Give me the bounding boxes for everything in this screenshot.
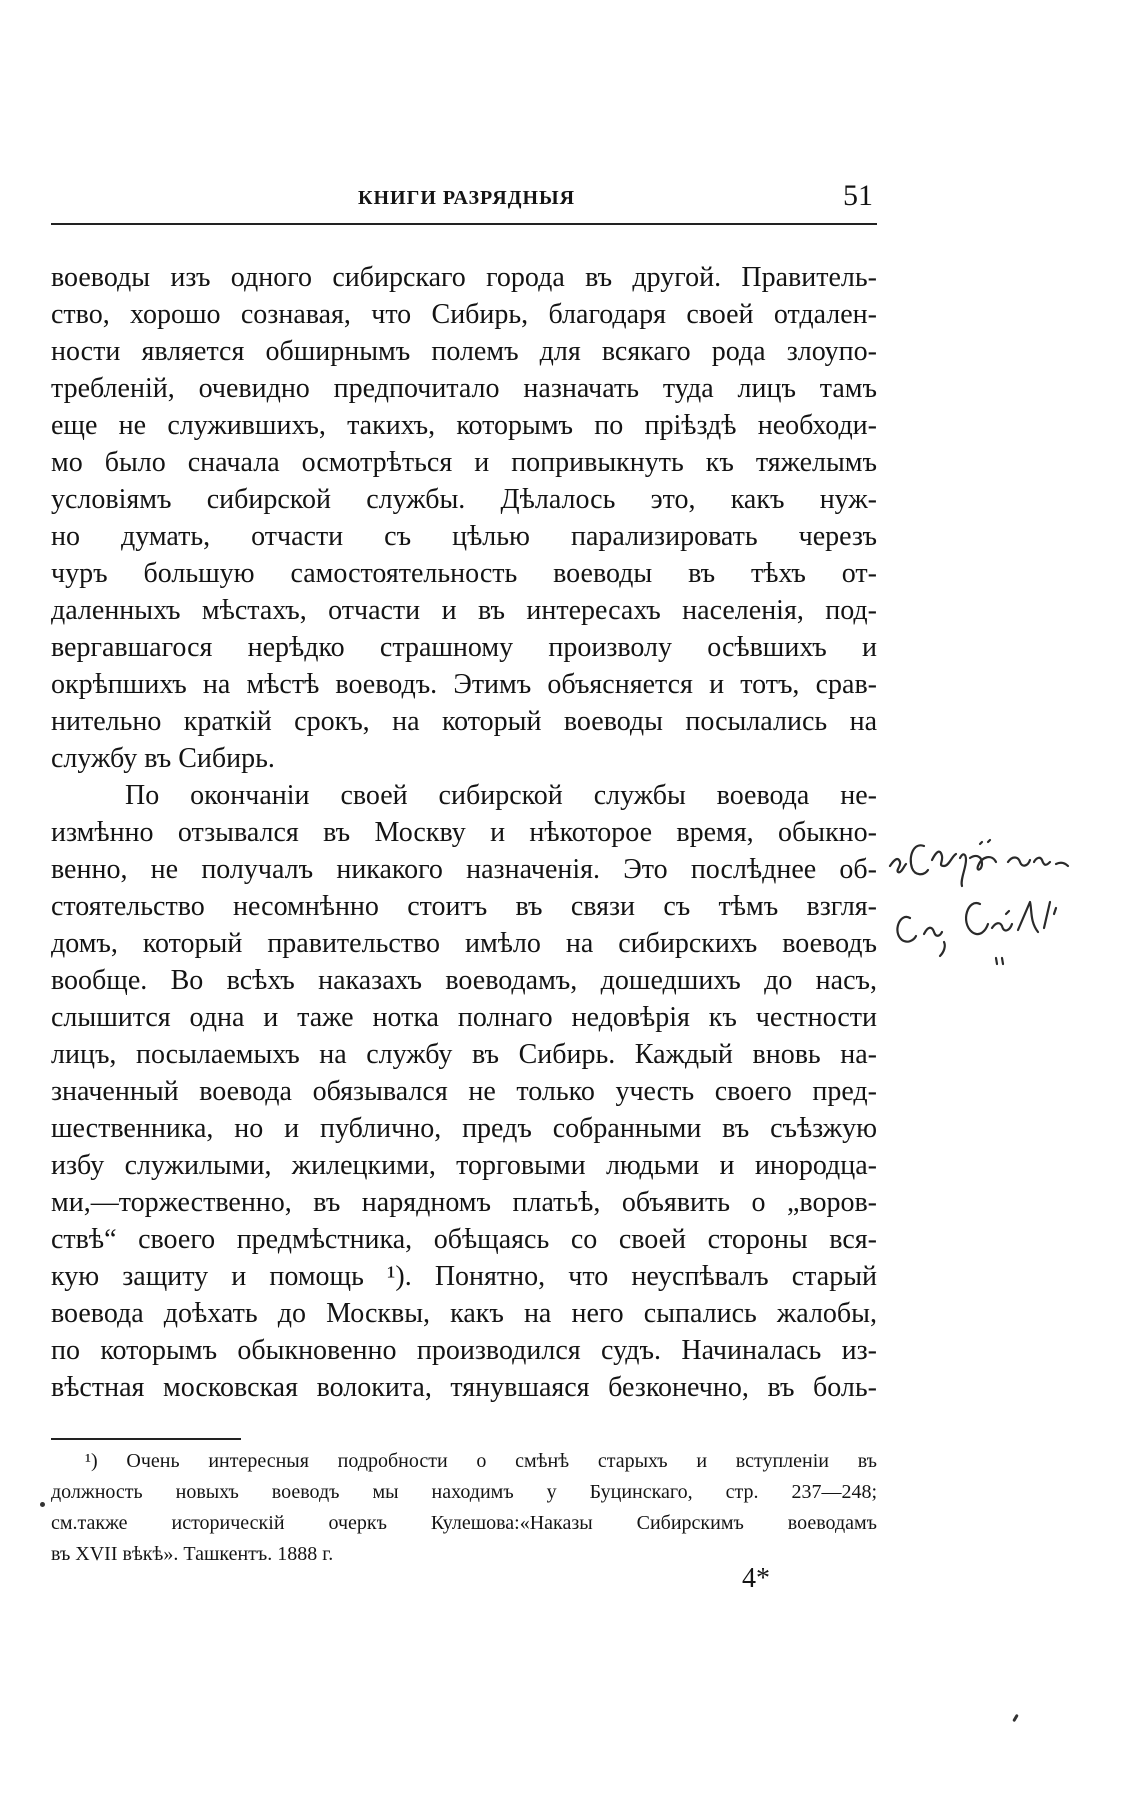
running-head [51,179,877,225]
text-line: требленій, очевидно предпочитало назначать туда лицъ тамъ [51,373,877,404]
footnote [51,1446,877,1570]
text-line: ствѣ“ своего предмѣстника, обѣщаясь со своей стороны вся- [51,1224,877,1255]
text-line: вергавшагося нерѣдко страшному произволу осѣвшихъ и [51,632,877,663]
text-line: вообще. Во всѣхъ наказахъ воеводамъ, дошедшихъ до насъ, [51,965,877,996]
text-line: вѣстная московская волокита, тянувшаяся безконечно, въ боль- [51,1372,877,1403]
footnote-line: ¹) Очень интересныя подробности о смѣнѣ старыхъ и вступленіи въ [85,1450,877,1472]
text-line: нительно краткій срокъ, на который воеводы посылались на [51,706,877,737]
handwritten-margin-note-icon [884,818,1124,978]
text-line: значенный воевода обязывался не только учесть своего пред- [51,1076,877,1107]
footnote-rule [51,1438,241,1440]
printer-signature-mark: 4* [742,1563,770,1594]
footnote-line: см.также историческій очеркъ Кулешова:«Наказы Сибирскимъ воеводамъ [51,1512,877,1534]
ink-speck [1012,1714,1019,1722]
text-line: стоятельство несомнѣнно стоитъ въ связи съ тѣмъ взгля- [51,891,877,922]
text-line: шественника, но и публично, предъ собранными въ съѣзжую [51,1113,877,1144]
text-line: слышится одна и таже нотка полнаго недовѣрія къ честности [51,1002,877,1033]
text-line: избу служилыми, жилецкими, торговыми людьми и инородца- [51,1150,877,1181]
text-line: условіямъ сибирской службы. Дѣлалось это, какъ нуж- [51,484,877,515]
text-line: домъ, который правительство имѣло на сибирскихъ воеводъ [51,928,877,959]
text-line: лицъ, посылаемыхъ на службу въ Сибирь. Каждый вновь на- [51,1039,877,1070]
text-line: чуръ большую самостоятельность воеводы въ тѣхъ от- [51,558,877,589]
ink-speck [40,1502,45,1507]
text-line: мо было сначала осмотрѣться и попривыкнуть къ тяжелымъ [51,447,877,478]
page-number: 51 [843,179,873,212]
text-line: измѣнно отзывался въ Москву и нѣкоторое время, обыкно- [51,817,877,848]
footnote-line: должность новыхъ воеводъ мы находимъ у Буцинскаго, стр. 237—248; [51,1481,877,1503]
text-line: воевода доѣхать до Москвы, какъ на него сыпались жалобы, [51,1298,877,1329]
running-title: КНИГИ РАЗРЯДНЫЯ [358,187,576,209]
text-line: ство, хорошо сознавая, что Сибирь, благодаря своей отдален- [51,299,877,330]
text-line: службу въ Сибирь. [51,743,275,774]
footnote-line: въ XVII вѣкѣ». Ташкентъ. 1888 г. [51,1543,334,1565]
text-line: По окончаніи своей сибирской службы воевода не- [125,780,877,811]
text-line: по которымъ обыкновенно производился судъ. Начиналась из- [51,1335,877,1366]
body-text [51,259,877,1406]
text-line: но думать, отчасти съ цѣлью парализировать черезъ [51,521,877,552]
text-line: воеводы изъ одного сибирскаго города въ другой. Правитель- [51,262,877,293]
text-line: кую защиту и помощь ¹). Понятно, что неуспѣвалъ старый [51,1261,877,1292]
text-line: даленныхъ мѣстахъ, отчасти и въ интересахъ населенія, под- [51,595,877,626]
text-line: ми,—торжественно, въ нарядномъ платьѣ, объявить о „воров- [51,1187,877,1218]
text-line: венно, не получалъ никакого назначенія. Это послѣднее об- [51,854,877,885]
text-line: окрѣпшихъ на мѣстѣ воеводъ. Этимъ объясняется и тотъ, срав- [51,669,877,700]
text-line: ности является обширнымъ полемъ для всякаго рода злоупо- [51,336,877,367]
text-line: еще не служившихъ, такихъ, которымъ по пріѣздѣ необходи- [51,410,877,441]
